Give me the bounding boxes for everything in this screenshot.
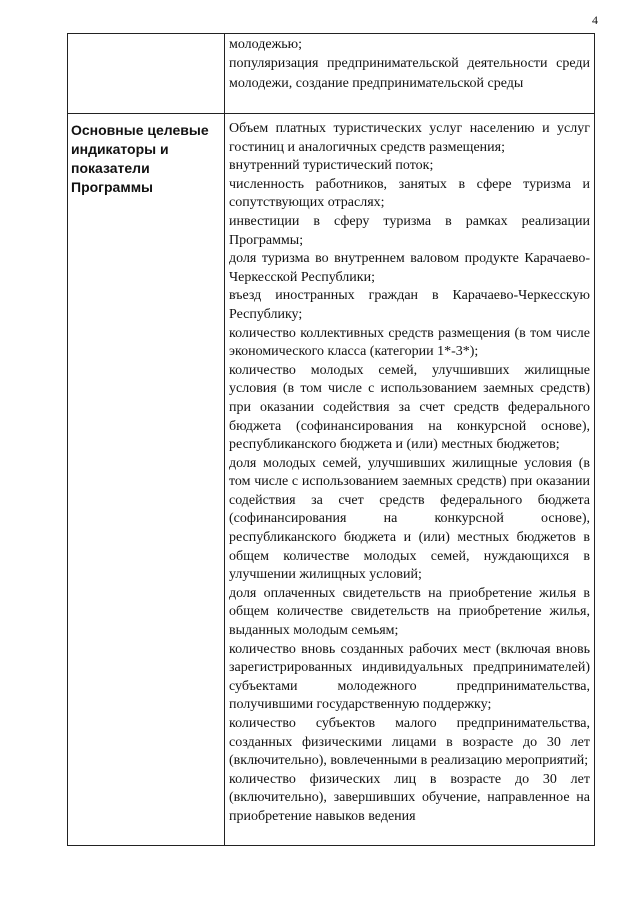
paragraph: молодежью; bbox=[229, 37, 303, 52]
indicator-item: доля молодых семей, улучшивших жилищные условия (в том числе с использованием заемных средств) при оказании содействия за счет средств федерального бюджета (софинансирования на конкурсной основе), республиканского бюджета и (или) местных бюджетов в общем количестве молодых семей, нуждающихся в улучшении жилищных условий; bbox=[229, 455, 590, 583]
program-table bbox=[67, 33, 595, 846]
indicator-item: инвестиции в сферу туризма в рамках реализации Программы; bbox=[229, 213, 590, 248]
indicator-item: внутренний туристический поток; bbox=[229, 158, 434, 174]
page-number: 4 bbox=[592, 13, 598, 27]
indicator-item: доля туризма во внутреннем валовом продукте Карачаево-Черкесской Республики; bbox=[229, 251, 590, 285]
column-divider bbox=[224, 34, 225, 845]
indicator-item: количество коллективных средств размещения (в том числе экономического класса (категории 1*-3*); bbox=[229, 325, 590, 360]
indicator-item: Объем платных туристических услуг населению и услуг гостиниц и аналогичных средств размещения; bbox=[229, 121, 590, 155]
indicator-item: въезд иностранных граждан в Карачаево-Черкесскую Республику; bbox=[229, 288, 590, 322]
indicator-item: численность работников, занятых в сфере туризма и сопутствующих отраслях; bbox=[229, 176, 590, 211]
indicator-item: количество физических лиц в возрасте до 30 лет (включительно), завершивших обучение, направленное на приобретение навыков ведения bbox=[229, 771, 590, 824]
indicator-item: количество вновь созданных рабочих мест (включая вновь зарегистрированных индивидуальных предпринимателей) субъектами молодежного предпринимательства, получившими государственную поддержку; bbox=[229, 641, 590, 713]
row2-heading: Основные целевые индикаторы и показатели Программы bbox=[71, 122, 209, 195]
indicator-item: количество субъектов малого предпринимательства, созданных физическими лицами в возрасте до 30 лет (включительно), вовлеченными в реализацию мероприятий; bbox=[229, 716, 590, 769]
indicator-item: доля оплаченных свидетельств на приобретение жилья в общем количестве свидетельств на приобретение жилья, выданных молодым семьям; bbox=[229, 585, 590, 639]
row-divider bbox=[68, 113, 594, 114]
row1-right-cell bbox=[229, 35, 590, 93]
indicator-item: количество молодых семей, улучшивших жилищные условия (в том числе с использованием заемных средств) при оказании содействия за счет средств федерального бюджета (софинансирования на конкурсной основе), республиканского бюджета и (или) местных бюджетов; bbox=[229, 362, 590, 453]
paragraph: популяризация предпринимательской деятельности среди молодежи, создание предпринимательской среды bbox=[229, 56, 590, 91]
row2-right-cell bbox=[229, 120, 590, 827]
